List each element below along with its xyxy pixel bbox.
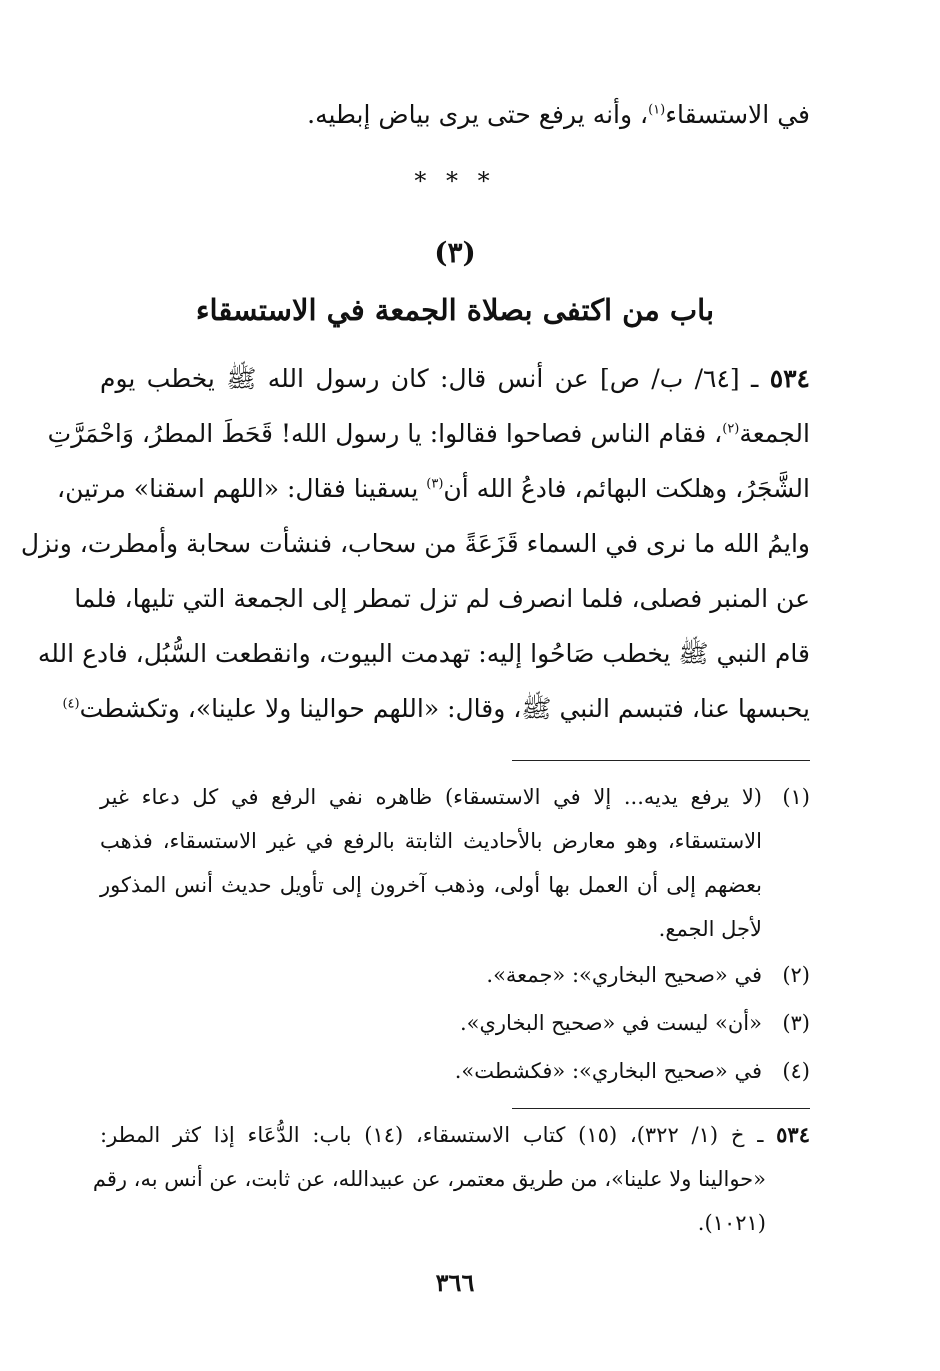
footnote-1-line-1: (لا يرفع يديه... إلا في الاستسقاء) ظاهره نفي الرفع في كل دعاء غير [100, 785, 762, 809]
hadith-text-3b: يسقينا فقال: «اللهم اسقنا» مرتين، [57, 474, 427, 503]
footnote-ref-3[interactable]: (٣) [426, 476, 444, 492]
intro-line [100, 98, 810, 132]
hadith-line-7 [62, 692, 810, 726]
footnote-ref-2[interactable]: (٢) [722, 421, 740, 437]
hadith-text-1: عن أنس قال: كان رسول الله ﷺ يخطب يوم [100, 364, 589, 393]
source-line-2: «حوالينا ولا علينا»، من طريق معتمر، عن عبيدالله، عن ثابت، عن أنس به، رقم [92, 1167, 766, 1191]
hadith-text-7: يحبسها عنا، فتبسم النبي ﷺ، وقال: «اللهم حوالينا ولا علينا»، وتكشطت [79, 694, 810, 723]
hadith-text-2b: ، فقام الناس فصاحوا فقالوا: يا رسول الله! قَحَطَ المطرُ، وَاحْمَرَّتِ [47, 419, 723, 448]
intro-text-before: في الاستسقاء [665, 100, 810, 129]
hadith-number: ٥٣٤ [769, 364, 810, 393]
footnote-1-line-3: بعضهم إلى أن العمل بها أولى، وذهب آخرون إلى تأويل حديث أنس المذكور [100, 873, 762, 897]
footnote-1 [100, 782, 810, 812]
hadith-text-3a: الشَّجَرُ، وهلكت البهائم، فادعُ الله أن [443, 474, 810, 503]
chapter-title: باب من اكتفى بصلاة الجمعة في الاستسقاء [195, 293, 715, 327]
source-divider [512, 1108, 810, 1109]
source-text-1: ـ خ (١/ ٣٢٢)، (١٥) كتاب الاستسقاء، (١٤) باب: الدُّعَاء إذا كثر المطر: [100, 1123, 764, 1147]
hadith-line-6: قام النبي ﷺ يخطب صَاحُوا إليه: تهدمت البيوت، وانقطعت السُّبُل، فادع الله [37, 639, 810, 668]
page [20, 0, 810, 1371]
footnote-divider [512, 760, 810, 761]
footnote-2 [100, 960, 810, 990]
hadith-line-4: وايمُ الله ما نرى في السماء قَزَعَةً من سحاب، فنشأت سحابة وأمطرت، ونزل [20, 529, 810, 558]
hadith-line-1 [100, 362, 810, 396]
chapter-number: (٣) [434, 236, 476, 269]
footnote-4 [100, 1056, 810, 1086]
intro-text-after: ، وأنه يرفع حتى يرى بياض إبطيه. [307, 100, 649, 129]
section-separator: * * * [414, 167, 496, 195]
footnote-4-label: (٤) [782, 1059, 810, 1083]
hadith-manuscript-ref: ـ [٦٤/ ب/ ص] [599, 364, 759, 393]
footnote-1-line-4: لأجل الجمع. [658, 917, 762, 941]
source-line-3: (١٠٢١). [697, 1211, 766, 1235]
footnote-4-text: في «صحيح البخاري»: «فكشطت». [454, 1059, 762, 1083]
footnote-2-label: (٢) [782, 963, 810, 987]
hadith-line-3 [57, 472, 810, 506]
footnote-3-text: «أن» ليست في «صحيح البخاري». [459, 1011, 762, 1035]
source-number: ٥٣٤ [776, 1122, 810, 1147]
page-number: ٣٦٦ [435, 1268, 475, 1297]
source-line-1 [100, 1120, 810, 1150]
footnote-2-text: في «صحيح البخاري»: «جمعة». [486, 963, 762, 987]
footnote-3-label: (٣) [782, 1011, 810, 1035]
footnote-ref-1[interactable]: (١) [648, 102, 666, 118]
hadith-line-2 [47, 417, 810, 451]
footnote-1-line-2: الاستسقاء، وهو معارض بالأحاديث الثابتة بالرفع في غير الاستسقاء، فذهب [100, 829, 762, 853]
footnote-3 [100, 1008, 810, 1038]
hadith-line-5: عن المنبر فصلى، فلما انصرف لم تزل تمطر إلى الجمعة التي تليها، فلما [74, 584, 810, 613]
hadith-text-2a: الجمعة [739, 419, 810, 448]
footnote-1-label: (١) [782, 785, 810, 809]
footnote-ref-4[interactable]: (٤) [62, 696, 80, 712]
